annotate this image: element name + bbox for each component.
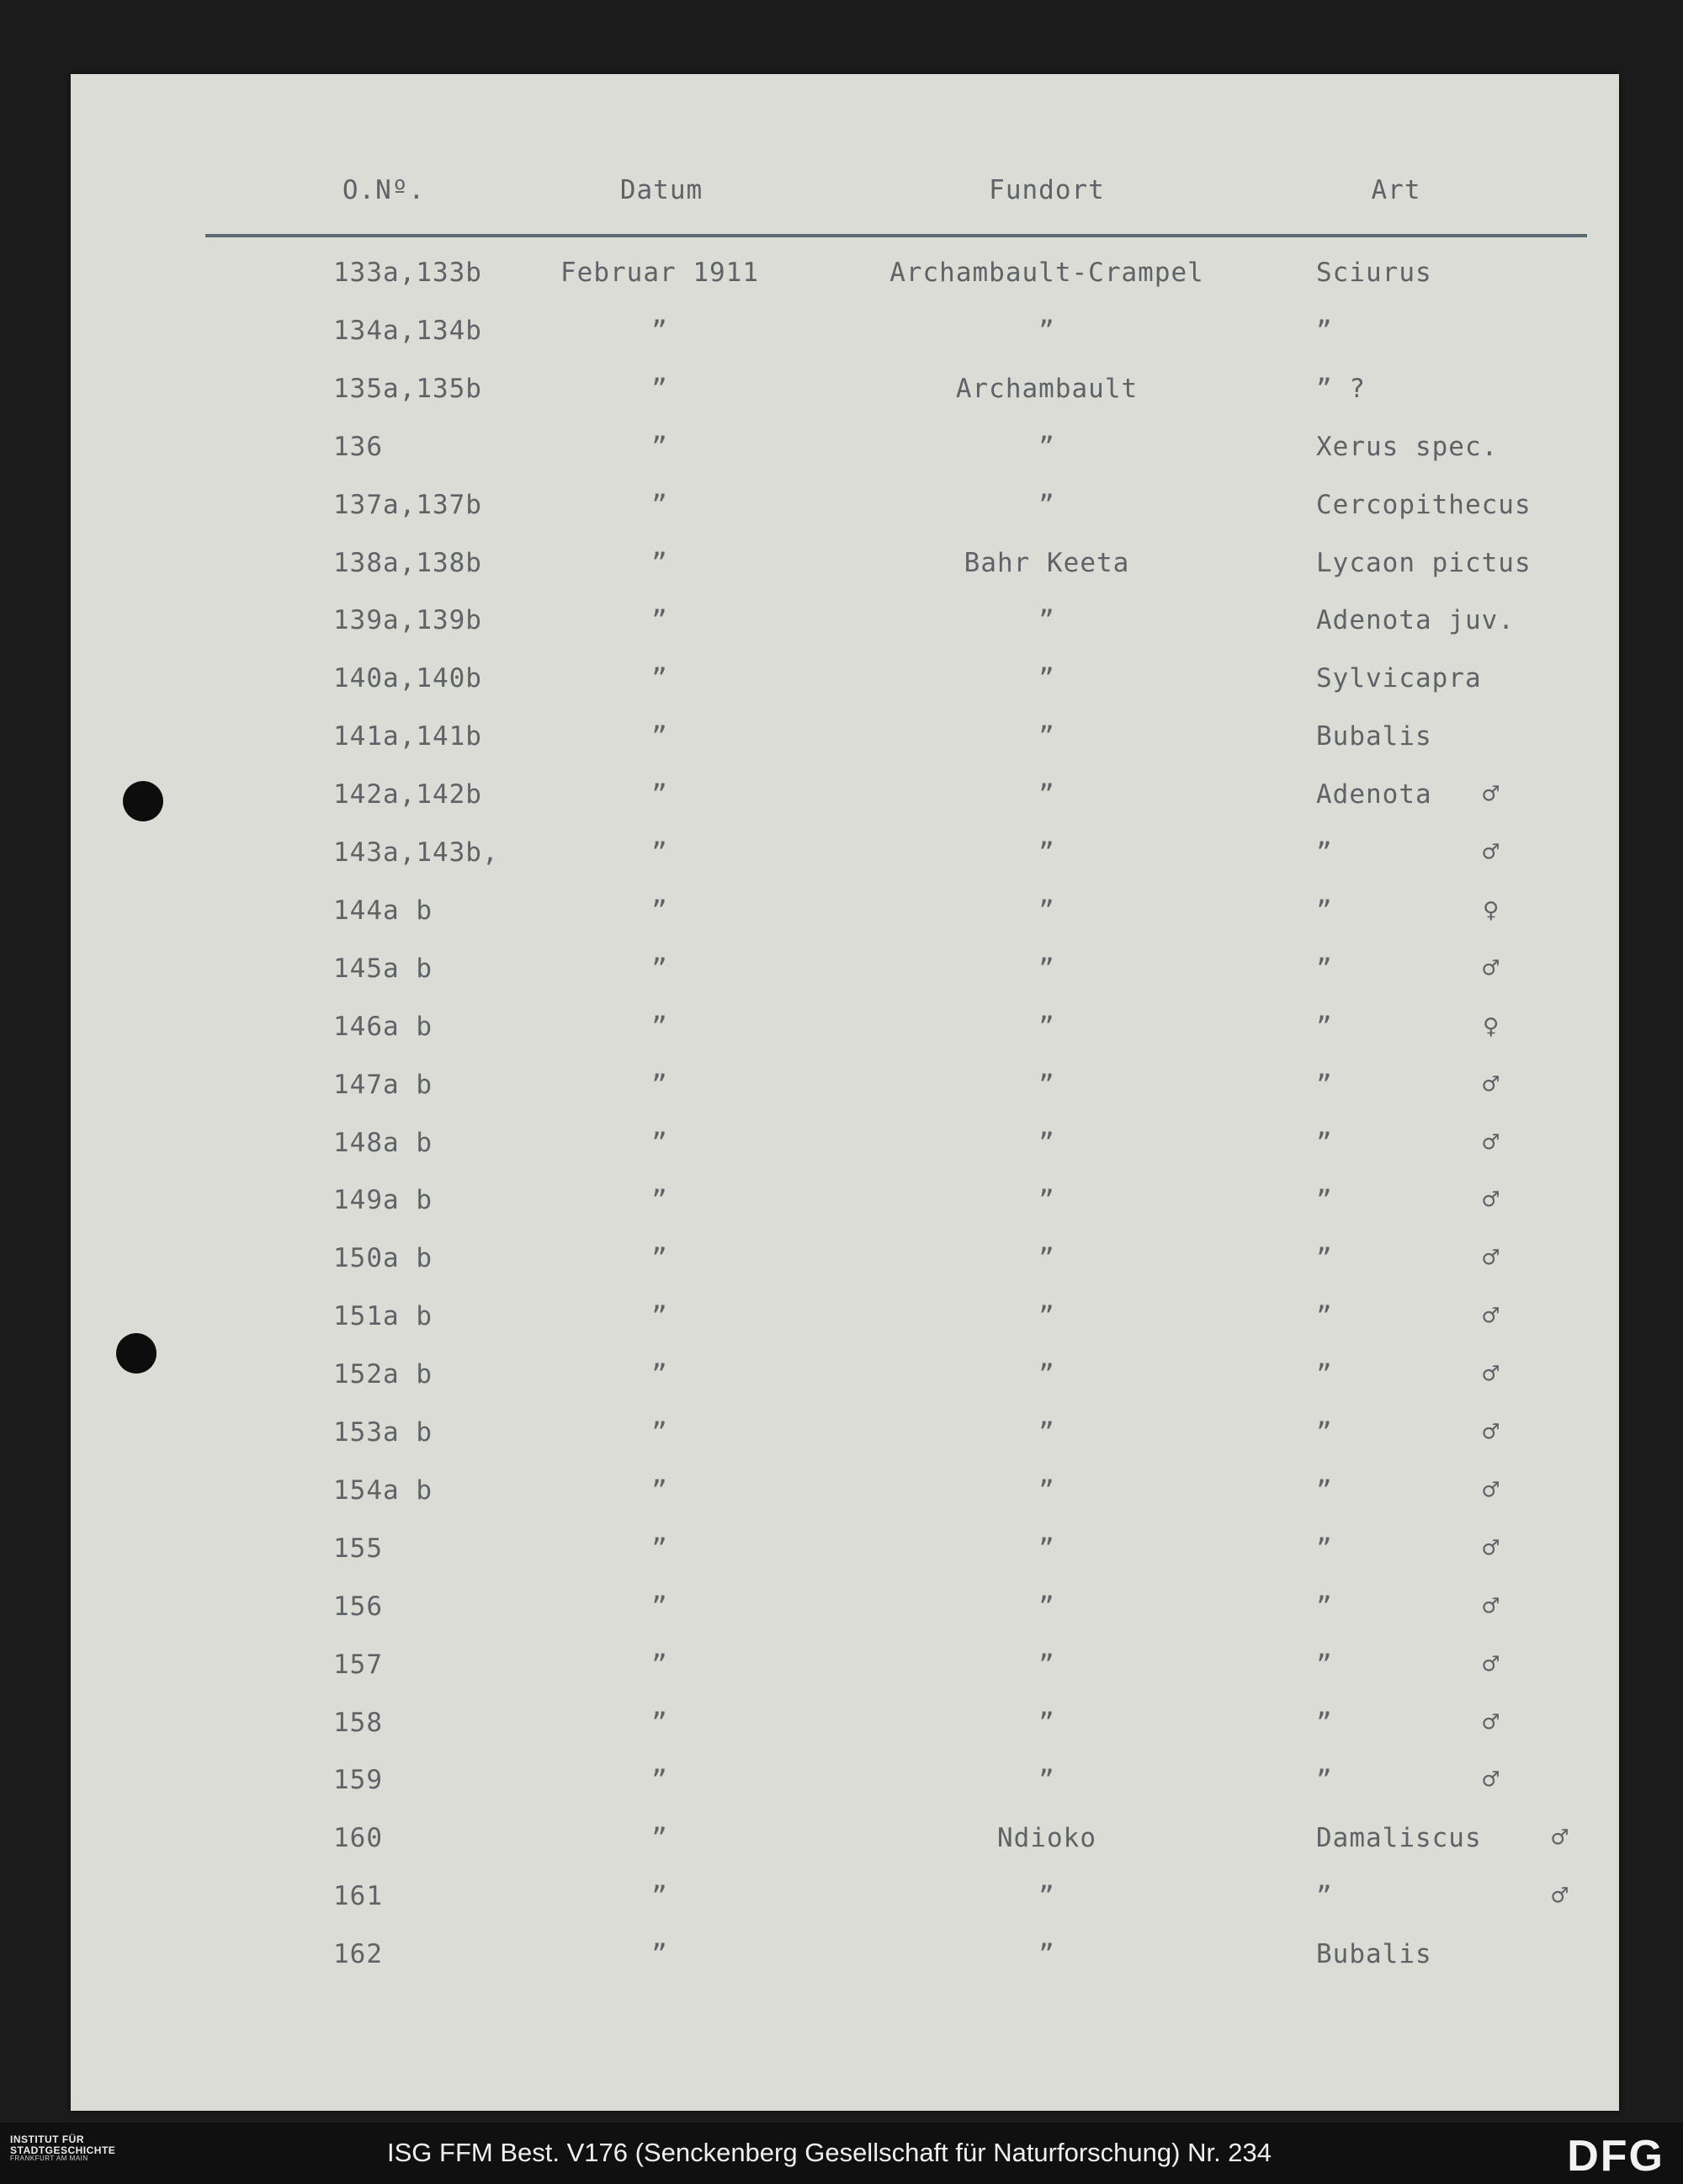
table-row [71,895,1619,946]
male-symbol-icon: ♂ [1552,1879,1569,1912]
entry-date: ” [651,1823,668,1854]
entry-number: 135a,135b [333,373,482,404]
table-row [71,1533,1619,1584]
institute-line: STADTGESCHICHTE [10,2144,116,2156]
archive-caption: ISG FFM Best. V176 (Senckenberg Gesellschaft für Naturforschung) Nr. 234 [387,2138,1272,2167]
table-row [71,1067,1619,1120]
table-row [71,1881,1619,1932]
entry-date: ” [651,1185,668,1216]
entry-number: 134a,134b [333,315,482,346]
table-row [71,663,1619,714]
header-place: Fundort [989,175,1105,205]
male-symbol-icon: ♂ [1483,1531,1500,1564]
entry-date: ” [651,1359,668,1390]
entry-date: ” [651,315,668,346]
entry-place: ” [1038,1475,1055,1506]
entry-place: ” [1038,1939,1055,1970]
entry-place: ” [1038,1301,1055,1332]
entry-place: ” [1038,1127,1055,1158]
entry-place: ” [1038,1359,1055,1390]
table-row [71,258,1619,308]
entry-number: 153a b [333,1417,433,1448]
table-row [71,1359,1619,1410]
entry-place: ” [1038,779,1055,810]
entry-species: Bubalis [1316,1939,1432,1970]
table-row [71,1823,1619,1873]
entry-species: ” [1316,1185,1333,1216]
entry-date: ” [651,605,668,636]
entry-species: Adenota [1316,779,1432,810]
entry-date: ” [651,779,668,810]
table-row [71,374,1619,424]
table-row [71,432,1619,482]
entry-date: ” [651,1301,668,1332]
entry-place: ” [1038,721,1055,752]
male-symbol-icon: ♂ [1483,1647,1500,1680]
entry-place: ” [1038,1243,1055,1274]
male-symbol-icon: ♂ [1483,1067,1500,1100]
entry-species: ” [1316,895,1333,926]
entry-place: ” [1038,837,1055,868]
entry-place: ” [1038,1417,1055,1448]
table-row [71,1765,1619,1815]
entry-place: ” [1038,1533,1055,1564]
entry-place: ” [1038,1649,1055,1680]
entry-date: ” [651,953,668,984]
entry-place: Bahr Keeta [964,547,1130,578]
header-number: O.Nº. [342,175,426,205]
table-header [71,175,1619,217]
entry-number: 140a,140b [333,663,482,694]
male-symbol-icon: ♂ [1483,1183,1500,1216]
entry-date: ” [651,895,668,926]
male-symbol-icon: ♂ [1552,1821,1569,1854]
table-row [71,1417,1619,1468]
entry-date: ” [651,1069,668,1100]
entry-date: ” [651,1765,668,1796]
entry-species: ” [1316,1765,1333,1796]
entry-place: ” [1038,1185,1055,1216]
header-date: Datum [619,175,703,205]
entry-date: ” [651,431,668,462]
entry-species: Lycaon pictus [1316,547,1532,578]
institute-line: FRANKFURT AM MAIN [10,2155,88,2163]
entry-species: ” [1316,953,1333,984]
entry-species: ” [1316,1591,1333,1622]
entry-place: ” [1038,953,1055,984]
entry-date: ” [651,663,668,694]
entry-place: ” [1038,431,1055,462]
entry-number: 136 [333,431,383,462]
entry-species: ” [1316,1475,1333,1506]
male-symbol-icon: ♂ [1483,951,1500,984]
entry-date: ” [651,373,668,404]
entry-number: 157 [333,1649,383,1680]
male-symbol-icon: ♂ [1483,836,1500,868]
entry-species: Damaliscus [1316,1823,1482,1854]
entry-place: ” [1038,1881,1055,1912]
female-symbol-icon: ♀ [1483,1009,1500,1042]
entry-date: ” [651,1243,668,1274]
entry-number: 146a b [333,1011,433,1042]
table-row [71,490,1619,540]
entry-number: 138a,138b [333,547,482,578]
entry-date: Februar 1911 [560,258,759,288]
male-symbol-icon: ♂ [1483,778,1500,810]
entry-date: ” [651,1475,668,1506]
table-row [71,1185,1619,1235]
entry-place: Ndioko [997,1823,1096,1854]
table-row [71,779,1619,830]
dfg-logo: DFG [1567,2132,1664,2181]
entry-species: Cercopithecus [1316,489,1532,520]
entry-species: ” [1316,1533,1333,1564]
entry-species: Adenota juv. [1316,605,1515,636]
entry-species: ” [1316,1011,1333,1042]
table-row [71,951,1619,1004]
entry-species: Xerus spec. [1316,431,1499,462]
table-row [71,1589,1619,1642]
male-symbol-icon: ♂ [1483,1473,1500,1506]
entry-species: ” [1316,1417,1333,1448]
entry-place: ” [1038,1765,1055,1796]
header-species: Art [1371,175,1421,205]
entry-number: 139a,139b [333,605,482,636]
entry-number: 160 [333,1823,383,1854]
archive-footer [0,2123,1683,2184]
entry-species: ” [1316,1359,1333,1390]
entry-date: ” [651,1707,668,1738]
entry-date: ” [651,1127,668,1158]
entry-place: ” [1038,1707,1055,1738]
male-symbol-icon: ♂ [1483,1125,1500,1158]
entry-number: 159 [333,1765,383,1796]
entry-species: ” [1316,315,1333,346]
entry-place: ” [1038,605,1055,636]
entry-number: 133a,133b [333,258,482,288]
entry-date: ” [651,489,668,520]
entry-number: 142a,142b [333,779,482,810]
entry-species: ” ? [1316,373,1366,404]
entry-number: 158 [333,1707,383,1738]
entry-number: 161 [333,1881,383,1912]
entry-number: 154a b [333,1475,433,1506]
table-row [71,548,1619,598]
institute-line: INSTITUT FÜR [10,2134,84,2145]
entry-date: ” [651,1417,668,1448]
entry-place: ” [1038,1591,1055,1622]
entry-species: Sylvicapra [1316,663,1482,694]
table-row [71,605,1619,656]
entry-species: ” [1316,1649,1333,1680]
male-symbol-icon: ♂ [1483,1705,1500,1738]
entry-date: ” [651,547,668,578]
entry-place: Archambault-Crampel [889,258,1204,288]
entry-date: ” [651,1881,668,1912]
entry-place: Archambault [955,373,1139,404]
entry-number: 145a b [333,953,433,984]
entry-species: ” [1316,1301,1333,1332]
table-row [71,1939,1619,1990]
entry-number: 155 [333,1533,383,1564]
entry-number: 156 [333,1591,383,1622]
institute-mark [10,2134,145,2163]
entry-place: ” [1038,1069,1055,1100]
male-symbol-icon: ♂ [1483,1241,1500,1274]
entry-species: Sciurus [1316,258,1432,288]
entry-species: ” [1316,1707,1333,1738]
entry-number: 150a b [333,1243,433,1274]
entry-date: ” [651,1649,668,1680]
entry-species: ” [1316,1243,1333,1274]
male-symbol-icon: ♂ [1483,1763,1500,1796]
entry-place: ” [1038,895,1055,926]
entry-place: ” [1038,489,1055,520]
male-symbol-icon: ♂ [1483,1589,1500,1622]
entry-place: ” [1038,1011,1055,1042]
entry-species: ” [1316,1069,1333,1100]
entry-species: ” [1316,1881,1333,1912]
header-rule [205,234,1587,237]
table-row [71,1647,1619,1700]
entry-number: 149a b [333,1185,433,1216]
entry-date: ” [651,1591,668,1622]
table-row [71,837,1619,888]
table-row [71,1009,1619,1062]
entry-species: ” [1316,1127,1333,1158]
entry-number: 148a b [333,1127,433,1158]
table-row [71,1705,1619,1758]
female-symbol-icon: ♀ [1483,893,1500,926]
entry-species: ” [1316,837,1333,868]
entry-number: 143a,143b, [333,837,499,868]
entry-number: 152a b [333,1359,433,1390]
table-row [71,721,1619,772]
entry-number: 147a b [333,1069,433,1100]
entry-number: 144a b [333,895,433,926]
table-row [71,1475,1619,1526]
entry-date: ” [651,1533,668,1564]
table-row [71,1301,1619,1352]
entry-species: Bubalis [1316,721,1432,752]
table-row [71,1125,1619,1178]
entry-number: 141a,141b [333,721,482,752]
entry-number: 162 [333,1939,383,1970]
entry-date: ” [651,721,668,752]
entry-number: 137a,137b [333,489,482,520]
male-symbol-icon: ♂ [1483,1358,1500,1390]
male-symbol-icon: ♂ [1483,1299,1500,1332]
entry-number: 151a b [333,1301,433,1332]
table-row [71,316,1619,366]
male-symbol-icon: ♂ [1483,1416,1500,1448]
entry-date: ” [651,1939,668,1970]
entry-date: ” [651,1011,668,1042]
table-row [71,1243,1619,1294]
entry-place: ” [1038,315,1055,346]
entry-date: ” [651,837,668,868]
entry-place: ” [1038,663,1055,694]
document-page [71,74,1619,2111]
